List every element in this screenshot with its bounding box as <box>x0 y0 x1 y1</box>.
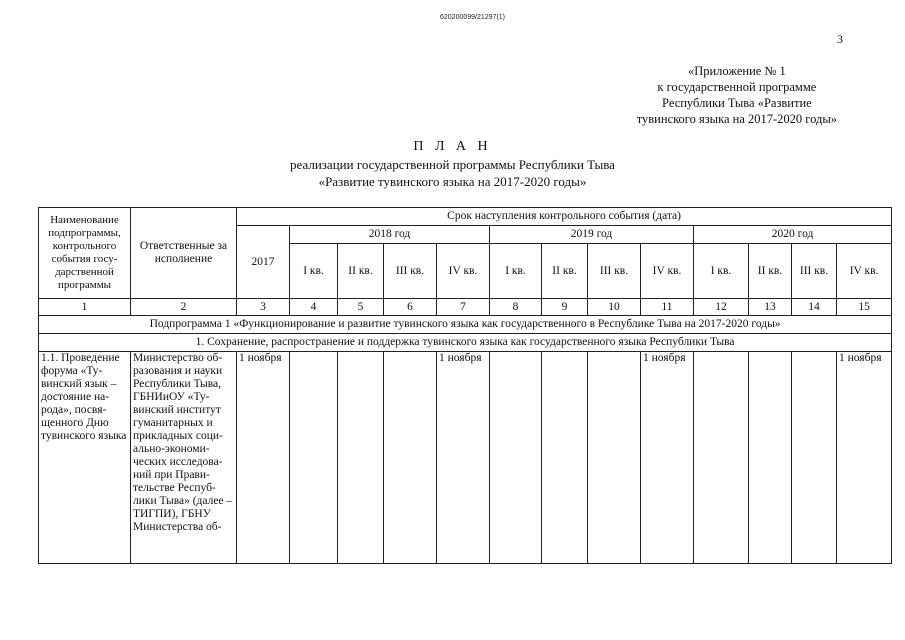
column-number: 3 <box>237 299 290 316</box>
section-row: 1. Сохранение, распространение и поддержка тувинского языка как государственного языка Республики Тыва <box>39 334 892 352</box>
quarter-header: I кв. <box>290 244 338 299</box>
empty-cell <box>338 352 384 564</box>
empty-cell <box>542 352 588 564</box>
subtitle-line: реализации государственной программы Республики Тыва <box>290 157 615 172</box>
col-header-2019: 2019 год <box>490 226 694 244</box>
column-number: 15 <box>837 299 892 316</box>
appendix-line: «Приложение № 1 <box>687 64 786 78</box>
event-responsible-cell: Министерство об-разования и науки Республики Тыва, ГБНИиОУ «Ту-винский институт гуманитарных и прикладных соци-ально-экономи-ческих исследова-ний при Прави-тельстве Респуб-лики Тыва» (далее – ТИГПИ), ГБНУ Министерства об- <box>131 352 237 564</box>
quarter-header: III кв. <box>588 244 641 299</box>
column-number: 11 <box>641 299 694 316</box>
plan-title: П Л А Н <box>413 139 492 154</box>
column-number: 13 <box>749 299 792 316</box>
appendix-line: Республики Тыва «Развитие <box>662 96 812 110</box>
document-id: 620200099/21297(1) <box>440 14 506 21</box>
quarter-header: III кв. <box>384 244 437 299</box>
subtitle-line: «Развитие тувинского языка на 2017-2020 годы» <box>318 174 587 189</box>
col-header-responsible: Ответственные за исполнение <box>131 208 237 299</box>
date-2017-cell: 1 ноября <box>237 352 290 564</box>
page-number: 3 <box>837 32 843 46</box>
column-number: 12 <box>694 299 749 316</box>
column-number: 1 <box>39 299 131 316</box>
col-header-2018: 2018 год <box>290 226 490 244</box>
quarter-header: I кв. <box>490 244 542 299</box>
plan-subtitle <box>0 156 905 190</box>
quarter-header: I кв. <box>694 244 749 299</box>
empty-cell <box>749 352 792 564</box>
column-number: 6 <box>384 299 437 316</box>
subprogram-row: Подпрограмма 1 «Функционирование и развитие тувинского языка как государственного в Республике Тыва на 2017-2020 годы» <box>39 316 892 334</box>
col-header-2020: 2020 год <box>694 226 892 244</box>
plan-table <box>38 207 892 564</box>
empty-cell <box>792 352 837 564</box>
column-number: 9 <box>542 299 588 316</box>
quarter-header: IV кв. <box>641 244 694 299</box>
empty-cell <box>384 352 437 564</box>
empty-cell <box>588 352 641 564</box>
column-number: 10 <box>588 299 641 316</box>
date-2020-q4-cell: 1 ноября <box>837 352 892 564</box>
quarter-header: II кв. <box>749 244 792 299</box>
column-number: 8 <box>490 299 542 316</box>
quarter-header: IV кв. <box>437 244 490 299</box>
empty-cell <box>694 352 749 564</box>
empty-cell <box>290 352 338 564</box>
column-number: 4 <box>290 299 338 316</box>
column-number: 14 <box>792 299 837 316</box>
quarter-header: III кв. <box>792 244 837 299</box>
quarter-header: II кв. <box>338 244 384 299</box>
date-2019-q4-cell: 1 ноября <box>641 352 694 564</box>
event-name-cell: 1.1. Проведение форума «Ту-винский язык – достояние на-рода», посвя-щенного Дню тувинского языка <box>39 352 131 564</box>
col-header-deadline: Срок наступления контрольного события (дата) <box>237 208 892 226</box>
column-number: 7 <box>437 299 490 316</box>
appendix-line: к государственной программе <box>657 80 817 94</box>
quarter-header: II кв. <box>542 244 588 299</box>
col-header-2017: 2017 <box>237 226 290 299</box>
col-header-event: Наименование подпрограммы, контрольного события госу-дарственной программы <box>39 208 131 299</box>
empty-cell <box>490 352 542 564</box>
date-2018-q4-cell: 1 ноября <box>437 352 490 564</box>
quarter-header: IV кв. <box>837 244 892 299</box>
appendix-note <box>637 63 837 127</box>
column-number: 2 <box>131 299 237 316</box>
appendix-line: тувинского языка на 2017-2020 годы» <box>636 112 837 126</box>
column-number: 5 <box>338 299 384 316</box>
